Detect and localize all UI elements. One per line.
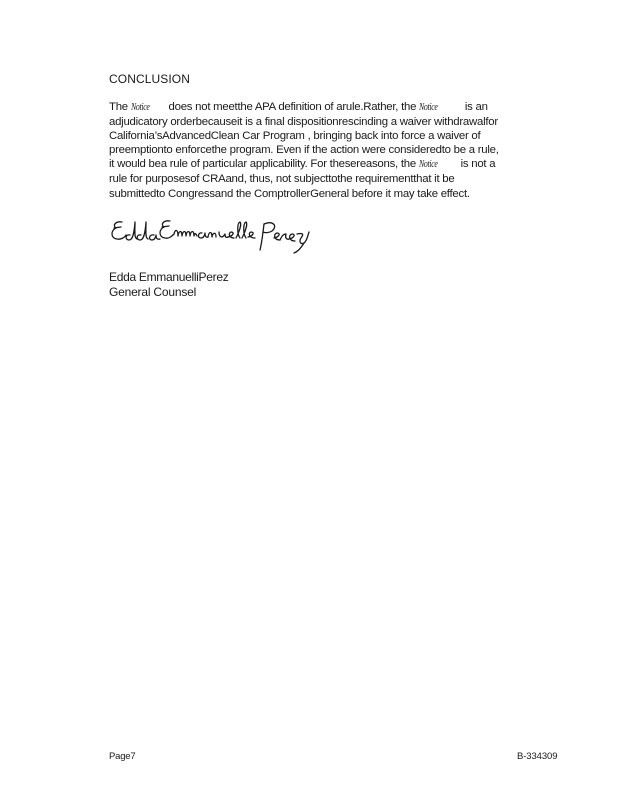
paragraph-line-6: rule for purposesof CRAand, thus, not subjecttothe requirementthat it be (109, 173, 455, 186)
paragraph-line-7: submittedto Congressand the ComptrollerGeneral before it may take effect. (109, 187, 470, 200)
line-1-text-a: The (109, 101, 128, 113)
paragraph-line-4: preemptionto enforcethe program. Even if the action were consideredto be a rule, (109, 144, 499, 157)
line-5-text-c: is not a (460, 158, 496, 171)
notice-term: Notice (130, 102, 150, 113)
signer-name: Edda EmmanuelliPerez (109, 270, 229, 284)
handwritten-signature (108, 212, 318, 258)
paragraph-line-3: California’sAdvancedClean Car Program , bringing back into force a waiver of (109, 130, 481, 143)
line-1-text-e: is an (464, 101, 488, 113)
page-number: Page7 (109, 751, 136, 762)
section-heading: CONCLUSION (109, 72, 191, 86)
signer-title: General Counsel (109, 285, 197, 299)
line-1-text-c: does not meetthe APA definition of arule.Rather, the (168, 101, 417, 113)
notice-term: Notice (418, 159, 438, 171)
paragraph-line-2: adjudicatory orderbecauseit is a final dispositionrescinding a waiver withdrawalfor (109, 116, 498, 129)
conclusion-paragraph (109, 100, 561, 201)
paragraph-line-1 (109, 100, 561, 115)
line-5-text-a: it would bea rule of particular applicability. For thesereasons, the (109, 158, 416, 171)
notice-term: Notice (419, 102, 438, 113)
document-number: B-334309 (517, 751, 558, 762)
signature-ink (108, 212, 318, 258)
paragraph-line-5 (109, 157, 561, 172)
